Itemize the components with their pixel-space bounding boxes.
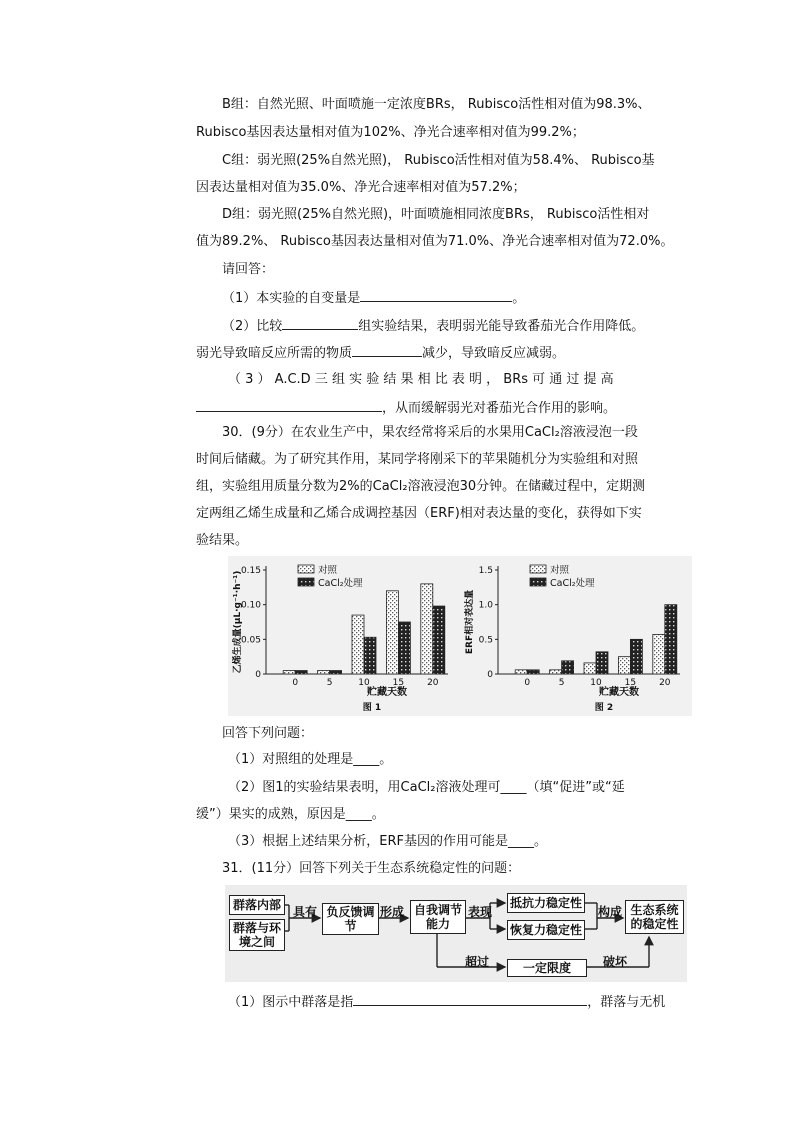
x-tick-label: 20: [427, 678, 439, 688]
question-1: [222, 288, 525, 308]
edge-label-destroy: 破坏: [603, 955, 628, 969]
question-3-cont-text: ，从而缓解弱光对番茄光合作用的影响。: [382, 401, 617, 416]
question-3: （ 3 ） A.C.D 三 组 实 验 结 果 相 比 表 明 ， BRs 可 通 过 提 高: [228, 372, 614, 387]
y-tick-label: 0.05: [240, 635, 261, 646]
x-tick-label: 20: [659, 678, 671, 688]
answer-3: （3）根据上述结果分析，ERF基因的作用可能是____。: [228, 834, 547, 849]
y-tick-label: 0.5: [478, 635, 493, 646]
problem-31: 31．(11分）回答下列关于生态系统稳定性的问题：: [222, 861, 521, 876]
legend-swatch: [530, 565, 546, 573]
bar: [421, 584, 433, 674]
box-recovery-stability: 恢复力稳定性: [507, 920, 585, 940]
y-tick-label: 1.0: [478, 600, 493, 611]
y-axis-label: ERF相对表达量: [465, 589, 475, 655]
x-tick-label: 0: [524, 678, 531, 688]
bar: [295, 671, 307, 674]
question-1-text: （1）本实验的自变量是: [222, 291, 361, 306]
group-d-line-2: 值为89.2%、 Rubisco基因表达量相对值为71.0%、净光合速率相对值为72.0%。: [196, 234, 674, 249]
chart-1: [228, 556, 460, 716]
x-tick-label: 15: [392, 678, 405, 688]
legend-label: 对照: [550, 565, 570, 576]
legend-label: CaCl₂处理: [550, 578, 595, 589]
group-d-line-1: D组：弱光照(25%自然光照)，叶面喷施相同浓度BRs， Rubisco活性相对: [222, 207, 650, 222]
bar: [584, 663, 596, 674]
legend-label: 对照: [318, 565, 338, 576]
bar: [630, 639, 642, 674]
bar: [330, 671, 342, 674]
question-31-1-rest: ，群落与无机: [587, 995, 666, 1010]
box-certain-limit: 一定限度: [507, 959, 587, 977]
question-2-cont: [196, 343, 565, 363]
bar: [352, 615, 364, 674]
ask-prompt: 请回答：: [222, 262, 275, 277]
legend-swatch: [530, 578, 546, 586]
problem-30-line-4: 定两组乙烯生成量和乙烯合成调控基因（ERF)相对表达量的变化，获得如下实: [196, 506, 642, 521]
bar: [433, 606, 445, 674]
chart-2: [460, 556, 692, 716]
question-2-cont-rest: 减少，导致暗反应减弱。: [422, 346, 566, 361]
question-31-1: [228, 992, 665, 1012]
group-c-line-2: 因表达量相对值为35.0%、净光合速率相对值为57.2%；: [196, 180, 526, 195]
group-b-line-2: Rubisco基因表达量相对值为102%、净光合速率相对值为99.2%；: [196, 125, 585, 140]
box-community-internal: 群落内部: [229, 895, 285, 915]
legend-label: CaCl₂处理: [318, 578, 363, 589]
problem-30-line-5: 验结果。: [196, 533, 249, 548]
x-tick-label: 15: [624, 678, 637, 688]
edge-label-exceed: 超过: [465, 955, 490, 969]
chart-title: 图 1: [362, 703, 382, 713]
problem-30-line-2: 时间后储藏。为了研究其作用，某同学将刚采下的苹果随机分为实验组和对照: [196, 452, 639, 467]
question-31-1-text: （1）图示中群落是指: [228, 995, 354, 1010]
box-self-regulation: 自我调节能力: [410, 900, 466, 934]
x-tick-label: 10: [358, 678, 370, 688]
x-axis-label: 贮藏天数: [367, 687, 407, 698]
y-tick-label: 0.15: [240, 566, 261, 576]
x-tick-label: 10: [590, 678, 602, 688]
bar: [364, 637, 376, 674]
y-tick-label: 0: [255, 670, 261, 680]
bar: [653, 634, 665, 674]
edge-label-have: 具有: [293, 905, 318, 919]
legend-swatch: [298, 578, 314, 586]
edge-label-form: 形成: [380, 905, 405, 919]
problem-30-line-1: 30．(9分）在农业生产中，果农经常将采后的水果用CaCl₂溶液浸泡一段: [222, 425, 638, 440]
answer-1: （1）对照组的处理是____。: [228, 752, 393, 767]
answer-blank: [352, 343, 422, 357]
question-3-cont: [196, 398, 616, 418]
group-b-line-1: B组：自然光照、叶面喷施一定浓度BRs， Rubisco活性相对值为98.3%、: [222, 97, 651, 112]
question-2-cont-text: 弱光导致暗反应所需的物质: [196, 346, 353, 361]
figure-panel: [228, 556, 692, 716]
edge-label-show: 表现: [468, 905, 493, 919]
x-axis-label: 贮藏天数: [599, 687, 639, 698]
bar: [283, 671, 295, 674]
chart-title: 图 2: [594, 703, 614, 713]
bar: [527, 670, 539, 674]
bar: [562, 661, 574, 674]
edge-label-constitute: 构成: [598, 905, 623, 919]
bar: [596, 652, 608, 674]
question-1-end: 。: [512, 291, 526, 306]
bar: [618, 657, 630, 674]
y-tick-label: 0: [487, 670, 493, 680]
group-c-line-1: C组：弱光照(25%自然光照)， Rubisco活性相对值为58.4%、 Rubisco基: [222, 153, 655, 168]
y-tick-label: 0.10: [240, 600, 261, 611]
x-tick-label: 5: [326, 678, 333, 688]
answer-blank: [282, 316, 358, 330]
answer-blank: [196, 398, 382, 412]
bar: [550, 670, 562, 674]
box-negative-feedback: 负反馈调节: [322, 903, 379, 935]
y-axis-label: 乙烯生成量(μL·g⁻¹·h⁻¹): [233, 570, 243, 674]
answer-2-line-2: 缓”）果实的成熟，原因是____。: [196, 807, 385, 822]
answer-blank: [360, 288, 512, 302]
bar: [386, 591, 398, 674]
box-community-environment: 群落与环境之间: [229, 919, 285, 951]
answers-intro: 回答下列问题：: [222, 726, 314, 741]
bar: [398, 622, 410, 674]
x-tick-label: 5: [558, 678, 565, 688]
box-resistance-stability: 抵抗力稳定性: [507, 893, 585, 913]
question-2: [222, 316, 644, 336]
y-tick-label: 1.5: [478, 566, 493, 576]
stability-diagram: [225, 885, 687, 982]
answer-blank: [353, 992, 587, 1006]
bar: [665, 605, 677, 674]
question-2-text: （2）比较: [222, 319, 283, 334]
legend-swatch: [298, 565, 314, 573]
box-ecosystem-stability: 生态系统的稳定性: [625, 900, 684, 934]
answer-2-line-1: （2）图1的实验结果表明，用CaCl₂溶液处理可____（填“促进”或“延: [228, 780, 625, 795]
bar: [515, 670, 527, 674]
bar: [318, 671, 330, 674]
problem-30-line-3: 组，实验组用质量分数为2%的CaCl₂溶液浸泡30分钟。在储藏过程中，定期测: [196, 479, 646, 494]
x-tick-label: 0: [292, 678, 299, 688]
question-2-rest: 组实验结果，表明弱光能导致番茄光合作用降低。: [358, 319, 645, 334]
